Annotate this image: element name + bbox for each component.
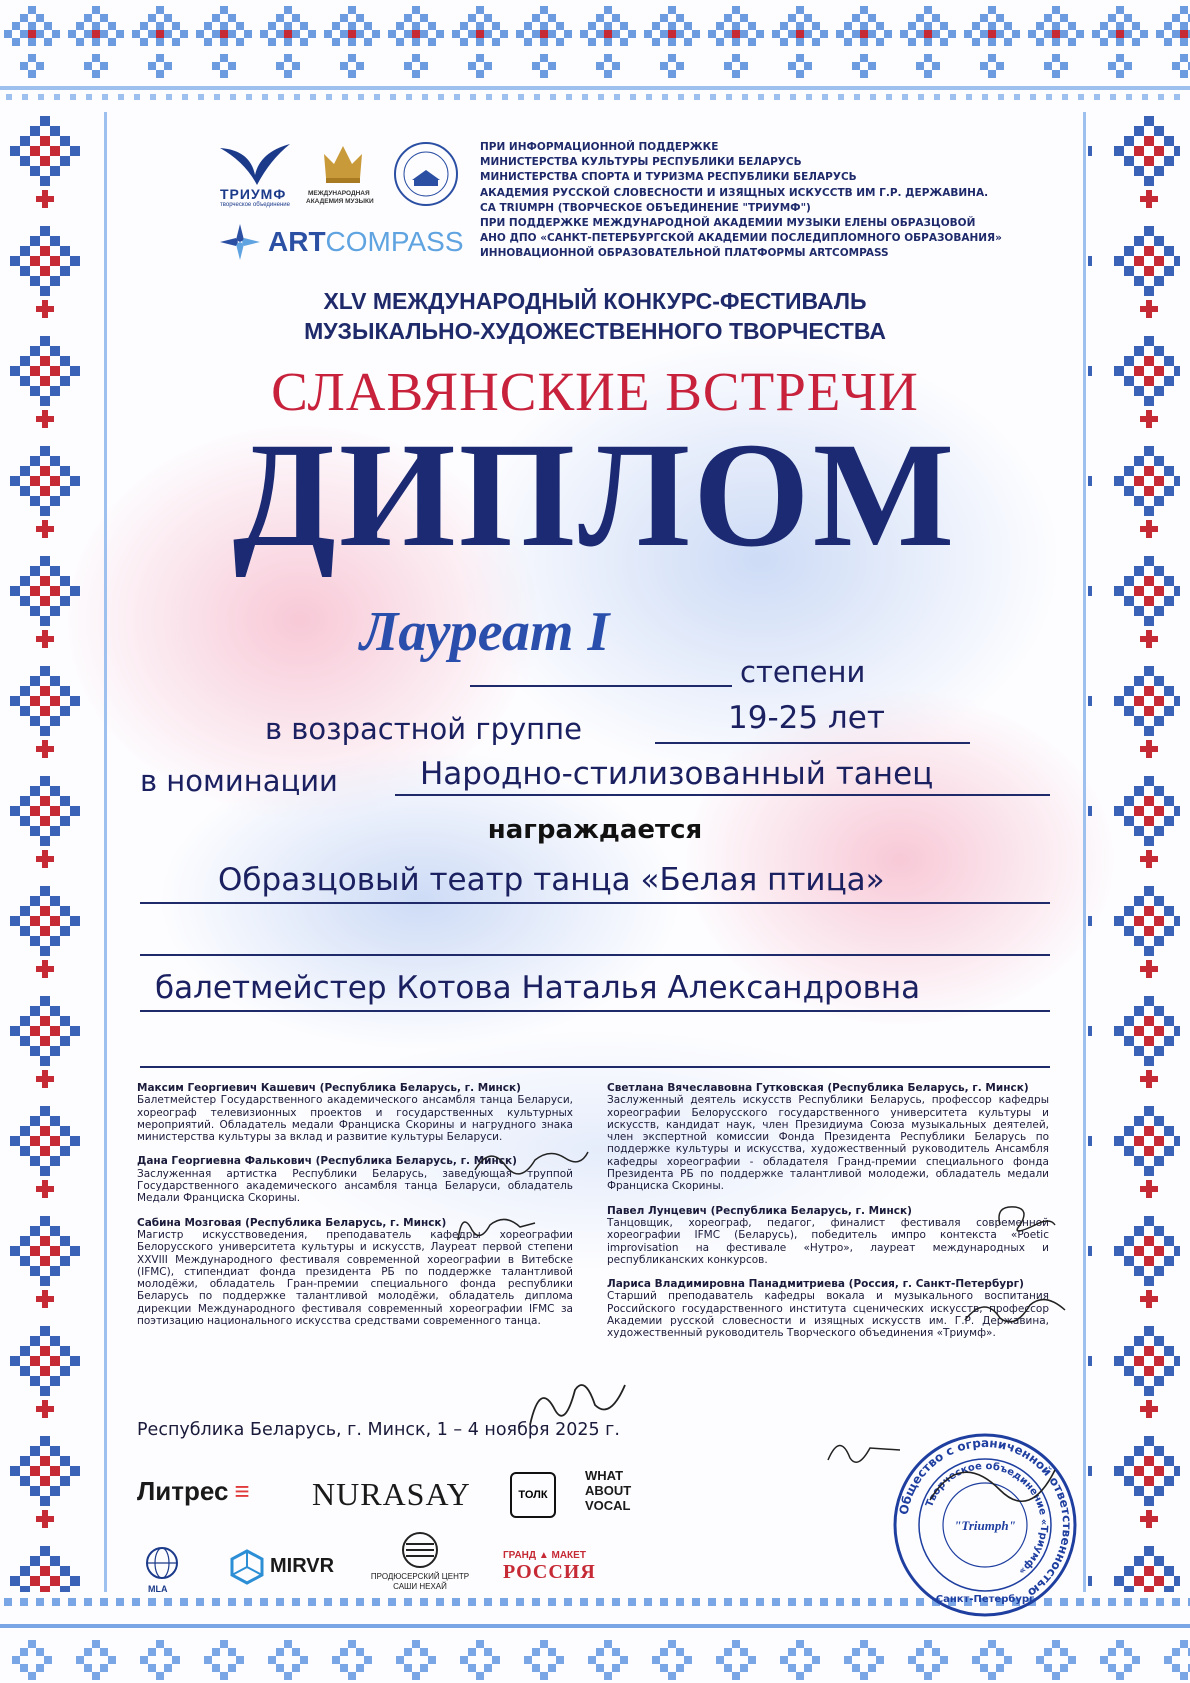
triumph-logo-icon bbox=[215, 140, 295, 190]
jury-name: Сабина Мозговая (Республика Беларусь, г. Минск) bbox=[137, 1216, 447, 1229]
jury-name: Лариса Владимировна Панадмитриева (Россия, г. Санкт-Петербург) bbox=[607, 1278, 1024, 1291]
nomination-label: в номинации bbox=[140, 764, 338, 798]
wav-line-1: WHAT bbox=[585, 1468, 624, 1483]
support-line-4: АКАДЕМИЯ РУССКОЙ СЛОВЕСНОСТИ И ИЗЯЩНЫХ ИСКУССТВ ИМ Г.Р. ДЕРЖАВИНА. bbox=[480, 186, 989, 199]
producer-line-2: САШИ НЕХАЙ bbox=[393, 1582, 447, 1591]
signature-icon bbox=[990, 1195, 1060, 1240]
artcompass-logo-text bbox=[268, 226, 464, 258]
litres-logo: Литрес ≡ bbox=[137, 1476, 250, 1506]
jury-bio: Магистр искусствоведения, преподаватель кафедры хореографии Белорусского университета культуры и искусств, Лауреат первой степени XXVIII Международного фестиваля современной хореографии в Витебске (IFMC), стипендиат фонда президента РБ по поддержке талантливой молодёжи, обладатель Гран-премии специального фонда республики Беларусь по поддержке талантливой молодёжи, обладатель диплома дирекции Международного фестиваля современный хореографии IFMC за поэтизацию национального искусства средствами современного танца. bbox=[137, 1228, 573, 1328]
support-line-1: ПРИ ИНФОРМАЦИОННОЙ ПОДДЕРЖКЕ bbox=[480, 141, 719, 153]
jury-name: Дана Георгиевна Фалькович (Республика Беларусь, г. Минск) bbox=[137, 1155, 517, 1168]
tolk-logo bbox=[510, 1472, 556, 1518]
jury-bio: Заслуженная артистка Республики Беларусь, заведующая труппой Государственного академического ансамбля танца Беларуси, обладатель Медали Франциска Скорины. bbox=[137, 1167, 573, 1205]
mirvr-logo-text: MIRVR bbox=[270, 1555, 335, 1577]
artcompass-art: ART bbox=[268, 226, 326, 257]
stamp-center-text: "Triumph" bbox=[954, 1518, 1016, 1533]
wav-line-2: ABOUT bbox=[585, 1483, 632, 1498]
blank-underline bbox=[140, 954, 1050, 956]
triumph-logo-text: ТРИУМФ bbox=[220, 186, 287, 202]
academy-crown-icon bbox=[318, 138, 368, 186]
diploma-title: ДИПЛОМ bbox=[232, 412, 958, 578]
support-lines bbox=[480, 140, 1040, 262]
support-line-5: СА TRIUMPH (ТВОРЧЕСКОЕ ОБЪЕДИНЕНИЕ "ТРИУМФ") bbox=[480, 201, 811, 214]
nurasay-logo: NURASAY bbox=[312, 1476, 471, 1512]
final-underline bbox=[140, 1066, 1050, 1068]
stamp-outer-text: Общество с ограниченной ответственностью bbox=[896, 1435, 1075, 1600]
producer-line-1: ПРОДЮСЕРСКИЙ ЦЕНТР bbox=[370, 1572, 470, 1581]
producer-center-text bbox=[370, 1572, 470, 1592]
what-about-vocal-logo bbox=[585, 1468, 631, 1513]
triumph-logo-sub: творческое объединение bbox=[220, 202, 290, 208]
jury-name: Максим Георгиевич Кашевич (Республика Беларусь, г. Минск) bbox=[137, 1082, 521, 1094]
award-title: Лауреат I bbox=[360, 601, 610, 663]
age-label: в возрастной группе bbox=[265, 712, 582, 746]
academy-logo-line2: АКАДЕМИЯ МУЗЫКИ bbox=[306, 198, 374, 205]
recipient-underline bbox=[140, 902, 1050, 904]
jury-bio: Заслуженный деятель искусств Республики Беларусь, профессор кафедры хореографии Белорусского государственного университета культуры и искусств, кандидат наук, член Президиума Союза музыкальных деятелей, член экспертной комиссии Фонда Президента Республики Беларусь по поддержке культуры и искусства, художественный руководитель Ансамбля кафедры хореографии - обладателя Гранд-премии специального фонда Президента РБ по поддержке талантливой молодежи, обладатель медали Франциска Скорины. bbox=[607, 1094, 1049, 1193]
degree-label: степени bbox=[740, 655, 866, 689]
place-and-date: Республика Беларусь, г. Минск, 1 – 4 ноября 2025 г. bbox=[137, 1420, 620, 1440]
spb-academy-seal-icon bbox=[392, 140, 460, 208]
academy-logo-line1: МЕЖДУНАРОДНАЯ bbox=[308, 190, 370, 197]
support-line-3: МИНИСТЕРСТВА СПОРТА И ТУРИЗМА РЕСПУБЛИКИ БЕЛАРУСЬ bbox=[480, 171, 857, 184]
choreographer-name: балетмейстер Котова Наталья Александровна bbox=[155, 970, 921, 1006]
stamp-city-text: Санкт-Петербург bbox=[935, 1594, 1035, 1605]
jury-bio: Танцовщик, хореограф, педагог, финалист фестиваля современной хореографии IFMC (Беларусь), победитель импро контекста «Poetic improvisation на фестивале «Нутро», лауреат международных и республиканских конкурсов. bbox=[607, 1216, 1049, 1266]
recipient-name: Образцовый театр танца «Белая птица» bbox=[218, 862, 885, 898]
producer-center-icon bbox=[398, 1530, 442, 1570]
nomination-value: Народно-стилизованный танец bbox=[420, 756, 934, 792]
stamp-inner-text: Творческое объединение «Триумф» bbox=[924, 1460, 1050, 1577]
grand-maket-line-3: РОССИЯ bbox=[503, 1561, 596, 1583]
degree-underline bbox=[470, 685, 732, 687]
organization-stamp bbox=[890, 1430, 1080, 1620]
jury-bio: Балетмейстер Государственного академического ансамбля танца Беларуси, хореограф телевизионных проектов и государственных культурных мероприятий. Обладатель медали Франциска Скорины и нагрудного знака министерства культуры за вклад и развитие культуры Беларуси. bbox=[137, 1094, 573, 1144]
choreographer-underline bbox=[140, 1010, 1050, 1012]
nomination-underline bbox=[395, 794, 1050, 796]
awarded-label: награждается bbox=[487, 815, 703, 845]
festival-name: СЛАВЯНСКИЕ ВСТРЕЧИ bbox=[271, 361, 919, 422]
jury-bio: Старший преподаватель кафедры вокала и музыкального воспитания Российского государственного института сценических искусств, профессор Академии русской словесности и изящных искусств им. Г.Р. Державина, художественный руководитель Творческого объединения «Триумф». bbox=[607, 1290, 1049, 1340]
support-line-6: ПРИ ПОДДЕРЖКЕ МЕЖДУНАРОДНОЙ АКАДЕМИИ МУЗЫКИ ЕЛЕНЫ ОБРАЗЦОВОЙ bbox=[480, 217, 976, 230]
grand-maket-line-2: МАКЕТ bbox=[551, 1550, 586, 1561]
artcompass-logo-icon bbox=[218, 222, 262, 262]
signature-icon bbox=[450, 1205, 540, 1245]
jury-name: Павел Лунцевич (Республика Беларусь, г. Минск) bbox=[607, 1204, 912, 1217]
mla-logo-text: MLA bbox=[148, 1584, 168, 1594]
litres-logo-text: Литрес bbox=[137, 1476, 229, 1506]
artcompass-compass: COMPASS bbox=[325, 226, 464, 257]
tolk-logo-text: ТОЛК bbox=[518, 1489, 548, 1501]
age-underline bbox=[655, 742, 970, 744]
support-line-8: ИННОВАЦИОННОЙ ОБРАЗОВАТЕЛЬНОЙ ПЛАТФОРМЫ ARTCOMPASS bbox=[480, 247, 889, 260]
support-line-7: АНО ДПО «САНКТ-ПЕТЕРБУРГСКОЙ АКАДЕМИИ ПОСЛЕДИПЛОМНОГО ОБРАЗОВАНИЯ» bbox=[480, 232, 1002, 245]
mla-globe-icon bbox=[140, 1545, 184, 1585]
signature-icon bbox=[470, 1140, 590, 1180]
festival-line-2: МУЗЫКАЛЬНО-ХУДОЖЕСТВЕННОГО ТВОРЧЕСТВА bbox=[304, 318, 886, 344]
grand-maket-line-1: ГРАНД bbox=[503, 1550, 537, 1561]
signature-icon bbox=[960, 1290, 1070, 1335]
mirvr-cube-icon bbox=[228, 1548, 266, 1586]
jury-name: Светлана Вячеславовна Гутковская (Республика Беларусь, г. Минск) bbox=[607, 1082, 1029, 1094]
wav-line-3: VOCAL bbox=[585, 1498, 631, 1513]
grand-maket-logo: ГРАНД ▲ МАКЕТ РОССИЯ bbox=[503, 1550, 596, 1583]
support-line-2: МИНИСТЕРСТВА КУЛЬТУРЫ РЕСПУБЛИКИ БЕЛАРУСЬ bbox=[480, 156, 802, 169]
age-value: 19-25 лет bbox=[728, 700, 885, 736]
festival-line-1: XLV МЕЖДУНАРОДНЫЙ КОНКУРС-ФЕСТИВАЛЬ bbox=[323, 288, 867, 314]
